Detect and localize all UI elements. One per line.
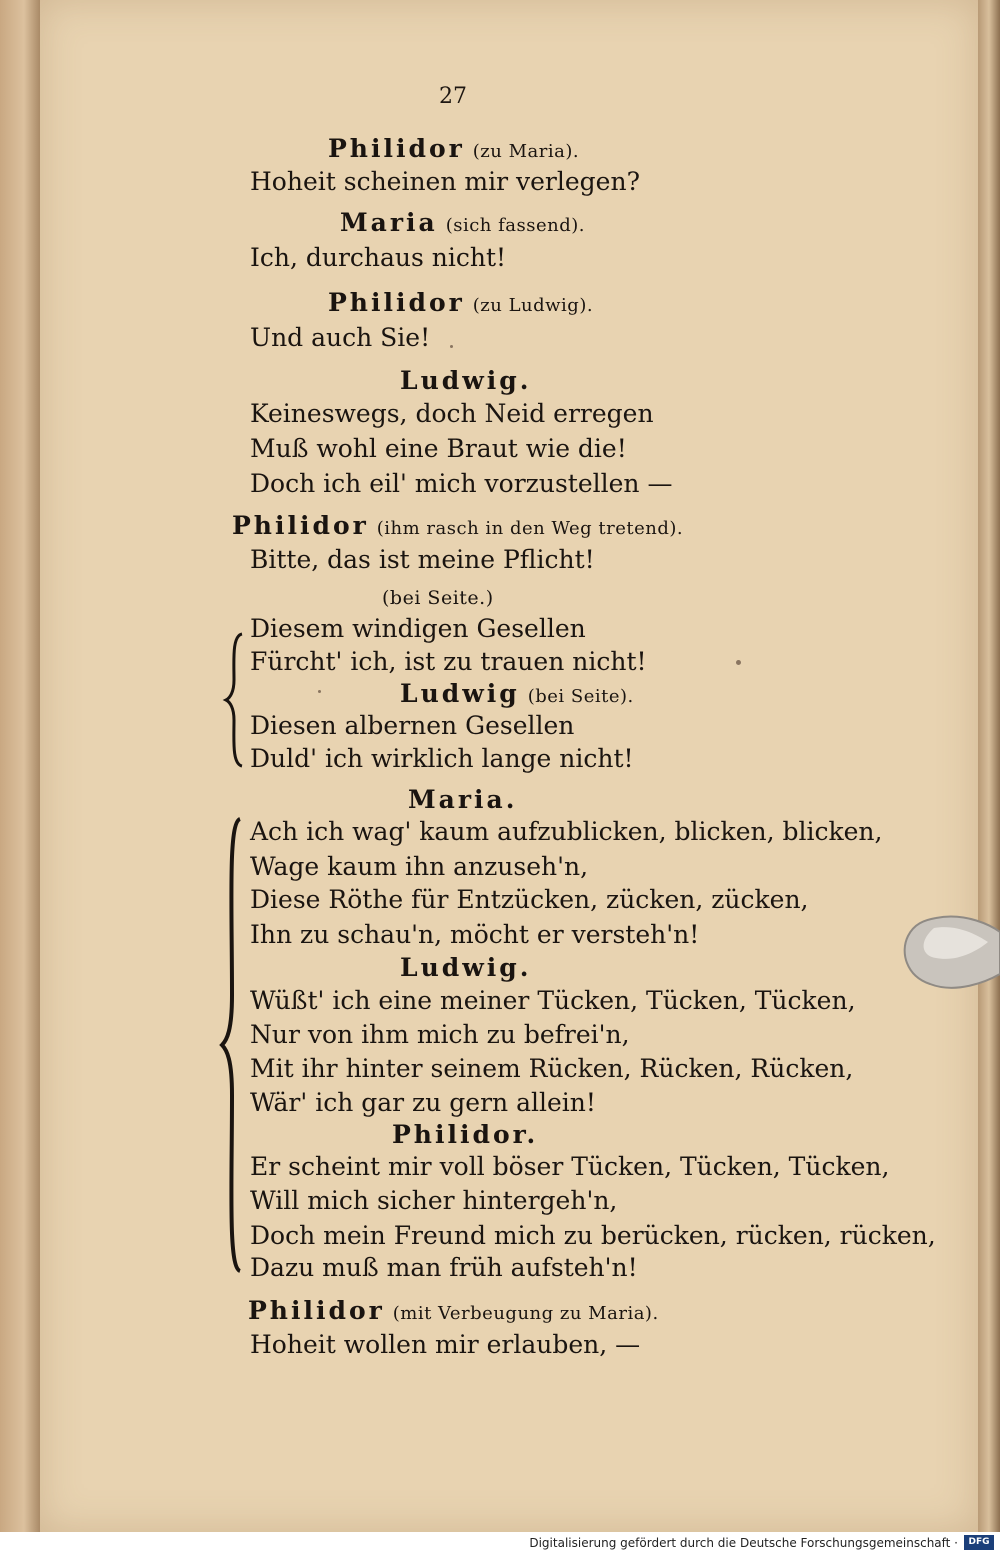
speaker-line (328, 288, 593, 321)
speaker-name: Ludwig (400, 679, 520, 708)
speaker-line (232, 511, 683, 544)
speaker-name: Philidor (248, 1296, 385, 1325)
verse-line: Muß wohl eine Braut wie die! (250, 434, 627, 463)
speaker-line (400, 679, 634, 712)
verse-line: Wage kaum ihn anzuseh'n, (250, 852, 589, 881)
verse-line: Wär' ich gar zu gern allein! (250, 1088, 596, 1117)
verse-line: Nur von ihm mich zu befrei'n, (250, 1020, 630, 1049)
verse-line: Doch ich eil' mich vorzustellen — (250, 469, 673, 498)
verse-line: Diesen albernen Gesellen (250, 711, 575, 740)
verse-line: Doch mein Freund mich zu berücken, rücken, rücken, (250, 1221, 936, 1250)
right-page-edge (978, 0, 1000, 1532)
verse-line: Ich, durchaus nicht! (250, 243, 507, 272)
verse-line: Keineswegs, doch Neid erregen (250, 399, 654, 428)
speaker-name: Philidor. (392, 1120, 539, 1149)
speaker-line (328, 134, 579, 167)
page-clip (896, 912, 1000, 992)
verse-line: Diese Röthe für Entzücken, zücken, zücken, (250, 885, 809, 914)
stage-direction: (sich fassend). (445, 215, 585, 236)
verse-line: Mit ihr hinter seinem Rücken, Rücken, Rücken, (250, 1054, 854, 1083)
verse-line: Dazu muß man früh aufsteh'n! (250, 1253, 638, 1282)
verse-line: Wüßt' ich eine meiner Tücken, Tücken, Tücken, (250, 986, 856, 1015)
verse-line: Ihn zu schau'n, möcht er versteh'n! (250, 920, 700, 949)
stage-direction: (ihm rasch in den Weg tretend). (376, 518, 684, 539)
digitization-credit: Digitalisierung gefördert durch die Deutsche Forschungsgemeinschaft · (529, 1536, 958, 1550)
speaker-line (248, 1296, 659, 1329)
stage-direction: (bei Seite). (527, 686, 634, 707)
left-brace (222, 630, 248, 770)
verse-line: Duld' ich wirklich lange nicht! (250, 744, 634, 773)
speaker-name: Philidor (328, 134, 465, 163)
speaker-name: Philidor (328, 288, 465, 317)
speaker-line (392, 1120, 538, 1150)
verse-line: Hoheit wollen mir erlauben, — (250, 1330, 641, 1359)
dfg-logo: DFG (964, 1535, 994, 1550)
stage-direction: (bei Seite.) (382, 587, 494, 609)
verse-line: Bitte, das ist meine Pflicht! (250, 545, 595, 574)
stage-direction: (zu Ludwig). (472, 295, 594, 316)
verse-line: Diesem windigen Gesellen (250, 614, 586, 643)
stage-direction: (zu Maria). (472, 141, 580, 162)
speaker-name: Maria. (408, 785, 518, 814)
speaker-line (400, 366, 531, 396)
speaker-line (408, 785, 517, 815)
verse-line: Ach ich wag' kaum aufzublicken, blicken, blicken, (250, 817, 883, 846)
speaker-line (400, 953, 531, 983)
stage-direction: (mit Verbeugung zu Maria). (392, 1303, 659, 1324)
page-speck (736, 660, 741, 665)
page-speck (318, 690, 321, 693)
verse-line: Er scheint mir voll böser Tücken, Tücken, Tücken, (250, 1152, 890, 1181)
speaker-line (340, 208, 585, 241)
speaker-name: Ludwig. (400, 366, 532, 395)
left-page-edge (0, 0, 40, 1532)
verse-line: Will mich sicher hintergeh'n, (250, 1186, 618, 1215)
speaker-name: Maria (340, 208, 438, 237)
verse-line: Und auch Sie! (250, 323, 431, 352)
page-speck (450, 345, 453, 348)
page-number: 27 (439, 84, 467, 109)
speaker-name: Philidor (232, 511, 369, 540)
left-brace (218, 815, 246, 1275)
verse-line: Hoheit scheinen mir verlegen? (250, 167, 640, 196)
speaker-name: Ludwig. (400, 953, 532, 982)
verse-line: Fürcht' ich, ist zu trauen nicht! (250, 647, 647, 676)
